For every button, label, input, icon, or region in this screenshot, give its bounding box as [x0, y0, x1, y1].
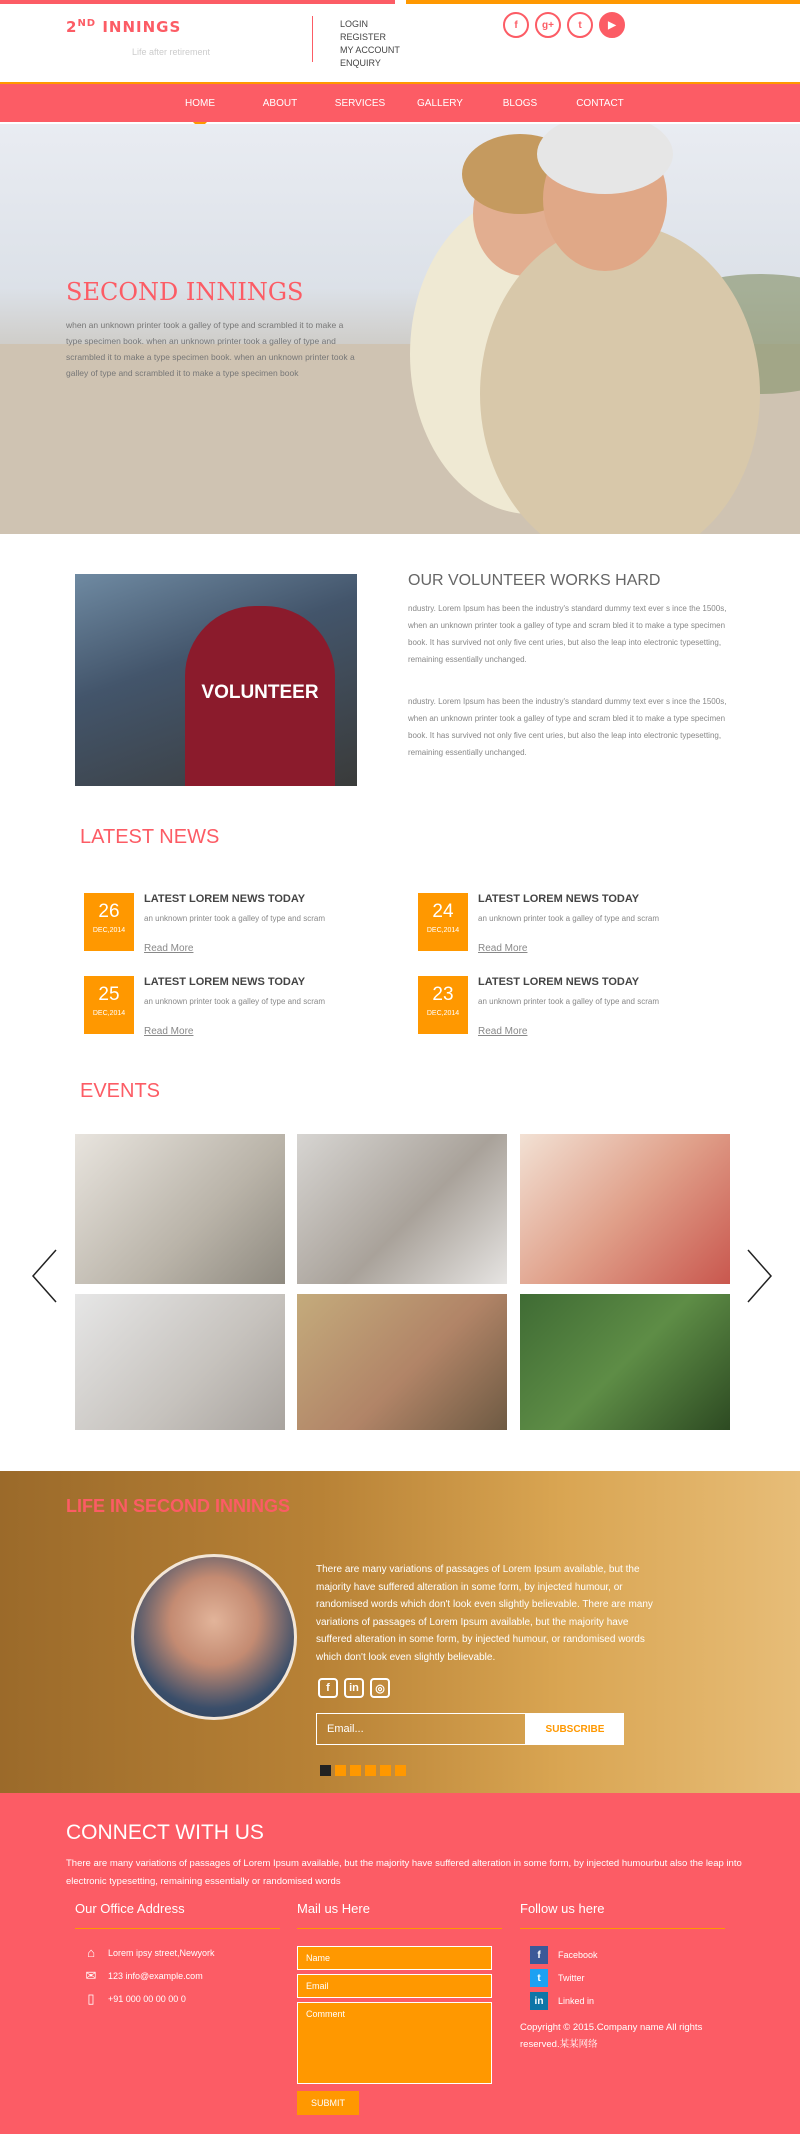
email-row: ✉ 123 info@example.com — [82, 1968, 203, 1984]
mail-title: Mail us Here — [297, 1901, 370, 1916]
life-section — [0, 1471, 800, 1793]
read-more-link[interactable]: Read More — [144, 943, 194, 954]
carousel-prev-icon[interactable] — [30, 1248, 60, 1304]
facebook-icon[interactable]: f — [503, 12, 529, 38]
carousel-next-icon[interactable] — [744, 1248, 774, 1304]
slider-dot[interactable] — [365, 1765, 376, 1776]
volunteer-paragraph: ndustry. Lorem Ipsum has been the industry's standard dummy text ever s ince the 1500s, when an unknown printer took a galley of type and scram bled it to make a type specimen book. It has survived not only five cent uries, but also the leap into electronic typesetting, remaining essentially unchanged. — [408, 604, 727, 664]
nav-item-services[interactable]: SERVICES — [334, 97, 386, 109]
main-nav — [0, 82, 800, 122]
comment-field[interactable] — [297, 2002, 492, 2084]
footer-text: There are many variations of passages of Lorem Ipsum available, but the majority have suffered alteration in some form, by injected humourbut also the leap into electronic typesetting, remaining essentially or randomised words — [66, 1858, 742, 1887]
nav-item-contact[interactable]: CONTACT — [576, 97, 624, 109]
phone-icon: ▯ — [87, 1991, 95, 2006]
news-date: 26 DEC,2014 — [84, 893, 134, 951]
youtube-icon[interactable]: ▶ — [599, 12, 625, 38]
follow-title: Follow us here — [520, 1901, 605, 1916]
facebook-icon: f — [530, 1946, 548, 1964]
news-date: 25 DEC,2014 — [84, 976, 134, 1034]
news-text: an unknown printer took a galley of type and scram — [478, 997, 659, 1006]
divider — [520, 1928, 725, 1929]
top-links — [340, 18, 400, 70]
nav-item-home[interactable]: HOME — [160, 98, 240, 109]
nav-item-gallery[interactable]: GALLERY — [417, 97, 463, 109]
email-field[interactable] — [297, 1974, 492, 1998]
latest-news-title: LATEST NEWS — [80, 826, 220, 848]
volunteer-image — [75, 574, 357, 786]
footer — [0, 1793, 800, 2134]
social-links — [503, 12, 625, 38]
linkedin-icon: in — [530, 1992, 548, 2010]
google-plus-icon[interactable]: g+ — [535, 12, 561, 38]
office-title: Our Office Address — [75, 1901, 185, 1916]
read-more-link[interactable]: Read More — [478, 1026, 528, 1037]
news-item — [84, 893, 374, 963]
news-date: 24 DEC,2014 — [418, 893, 468, 951]
twitter-icon[interactable]: t — [567, 12, 593, 38]
event-image[interactable] — [520, 1294, 730, 1430]
news-text: an unknown printer took a galley of type and scram — [144, 914, 325, 923]
news-text: an unknown printer took a galley of type and scram — [478, 914, 659, 923]
subscribe-button[interactable]: SUBSCRIBE — [526, 1713, 624, 1745]
event-image[interactable] — [297, 1294, 507, 1430]
slider-dot[interactable] — [395, 1765, 406, 1776]
volunteer-image-text: VOLUNTEER — [201, 682, 319, 703]
follow-facebook[interactable]: f Facebook — [530, 1946, 598, 1964]
footer-title: CONNECT WITH US — [66, 1821, 264, 1844]
address-row: ⌂ Lorem ipsy street,Newyork — [82, 1945, 215, 1960]
news-text: an unknown printer took a galley of type and scram — [144, 997, 325, 1006]
event-image[interactable] — [75, 1294, 285, 1430]
logo[interactable]: 2ND INNINGS — [66, 18, 182, 36]
news-item — [418, 893, 708, 963]
divider — [297, 1928, 502, 1929]
subscribe-email-input[interactable] — [316, 1713, 526, 1745]
events-title: EVENTS — [80, 1080, 161, 1102]
login-link[interactable]: LOGIN — [340, 19, 369, 29]
submit-button[interactable]: SUBMIT — [297, 2091, 359, 2115]
read-more-link[interactable]: Read More — [144, 1026, 194, 1037]
news-item — [418, 976, 708, 1046]
follow-twitter[interactable]: t Twitter — [530, 1969, 585, 1987]
slider-dot[interactable] — [350, 1765, 361, 1776]
event-image[interactable] — [297, 1134, 507, 1284]
slider-dot[interactable] — [320, 1765, 331, 1776]
nav-item-blogs[interactable]: BLOGS — [502, 97, 538, 109]
tagline: Life after retirement — [132, 47, 211, 57]
follow-linkedin[interactable]: in Linked in — [530, 1992, 594, 2010]
name-field[interactable] — [297, 1946, 492, 1970]
home-icon: ⌂ — [87, 1945, 95, 1960]
hero-text: when an unknown printer took a galley of type and scrambled it to make a type specimen book. when an unknown printer took a galley of type and scrambled it to make a type specimen book. when an unknown printer took a galley of type and scrambled it to make a type specimen book — [66, 320, 355, 378]
volunteer-paragraph: ndustry. Lorem Ipsum has been the industry's standard dummy text ever s ince the 1500s, when an unknown printer took a galley of type and scram bled it to make a type specimen book. It has survived not only five cent uries, but also the leap into electronic typesetting, remaining essentially unchanged. — [408, 697, 727, 757]
my-account-link[interactable]: MY ACCOUNT — [340, 45, 400, 55]
nav-item-about[interactable]: ABOUT — [262, 97, 298, 109]
volunteer-shirt — [185, 606, 335, 786]
read-more-link[interactable]: Read More — [478, 943, 528, 954]
portrait-image — [131, 1554, 297, 1720]
news-heading[interactable]: LATEST LOREM NEWS TODAY — [478, 893, 640, 905]
facebook-icon[interactable]: f — [318, 1678, 338, 1698]
copyright: Copyright © 2015.Company name All rights reserved.某某网络 — [520, 2022, 703, 2050]
life-social-icons — [318, 1678, 390, 1698]
slider-dot[interactable] — [380, 1765, 391, 1776]
life-text: There are many variations of passages of Lorem Ipsum available, but the majority have suffered alteration in some form, by injected humour, or randomised words which don't look even slightly believable. There are many variations of passages of Lorem Ipsum available, but the majority have suffered alteration in some form, by injected humour, or randomised words which don't look even slightly believable. — [316, 1564, 653, 1663]
twitter-icon: t — [530, 1969, 548, 1987]
instagram-icon[interactable]: ◎ — [370, 1678, 390, 1698]
linkedin-icon[interactable]: in — [344, 1678, 364, 1698]
slider-dot[interactable] — [335, 1765, 346, 1776]
register-link[interactable]: REGISTER — [340, 32, 387, 42]
life-title: LIFE IN SECOND INNINGS — [66, 1496, 291, 1516]
hero-title: SECOND INNINGS — [66, 278, 304, 306]
volunteer-title: OUR VOLUNTEER WORKS HARD — [408, 572, 661, 589]
news-heading[interactable]: LATEST LOREM NEWS TODAY — [144, 976, 306, 988]
hero-banner — [0, 124, 800, 534]
news-heading[interactable]: LATEST LOREM NEWS TODAY — [144, 893, 306, 905]
enquiry-link[interactable]: ENQUIRY — [340, 58, 381, 68]
news-date: 23 DEC,2014 — [418, 976, 468, 1034]
header-divider — [312, 16, 313, 62]
event-image[interactable] — [75, 1134, 285, 1284]
phone-row: ▯ +91 000 00 00 00 0 — [82, 1991, 186, 2007]
slider-dots — [320, 1765, 406, 1776]
news-item — [84, 976, 374, 1046]
event-image[interactable] — [520, 1134, 730, 1284]
site-header — [0, 4, 800, 82]
mail-icon: ✉ — [85, 1968, 97, 1983]
divider — [75, 1928, 280, 1929]
news-heading[interactable]: LATEST LOREM NEWS TODAY — [478, 976, 640, 988]
